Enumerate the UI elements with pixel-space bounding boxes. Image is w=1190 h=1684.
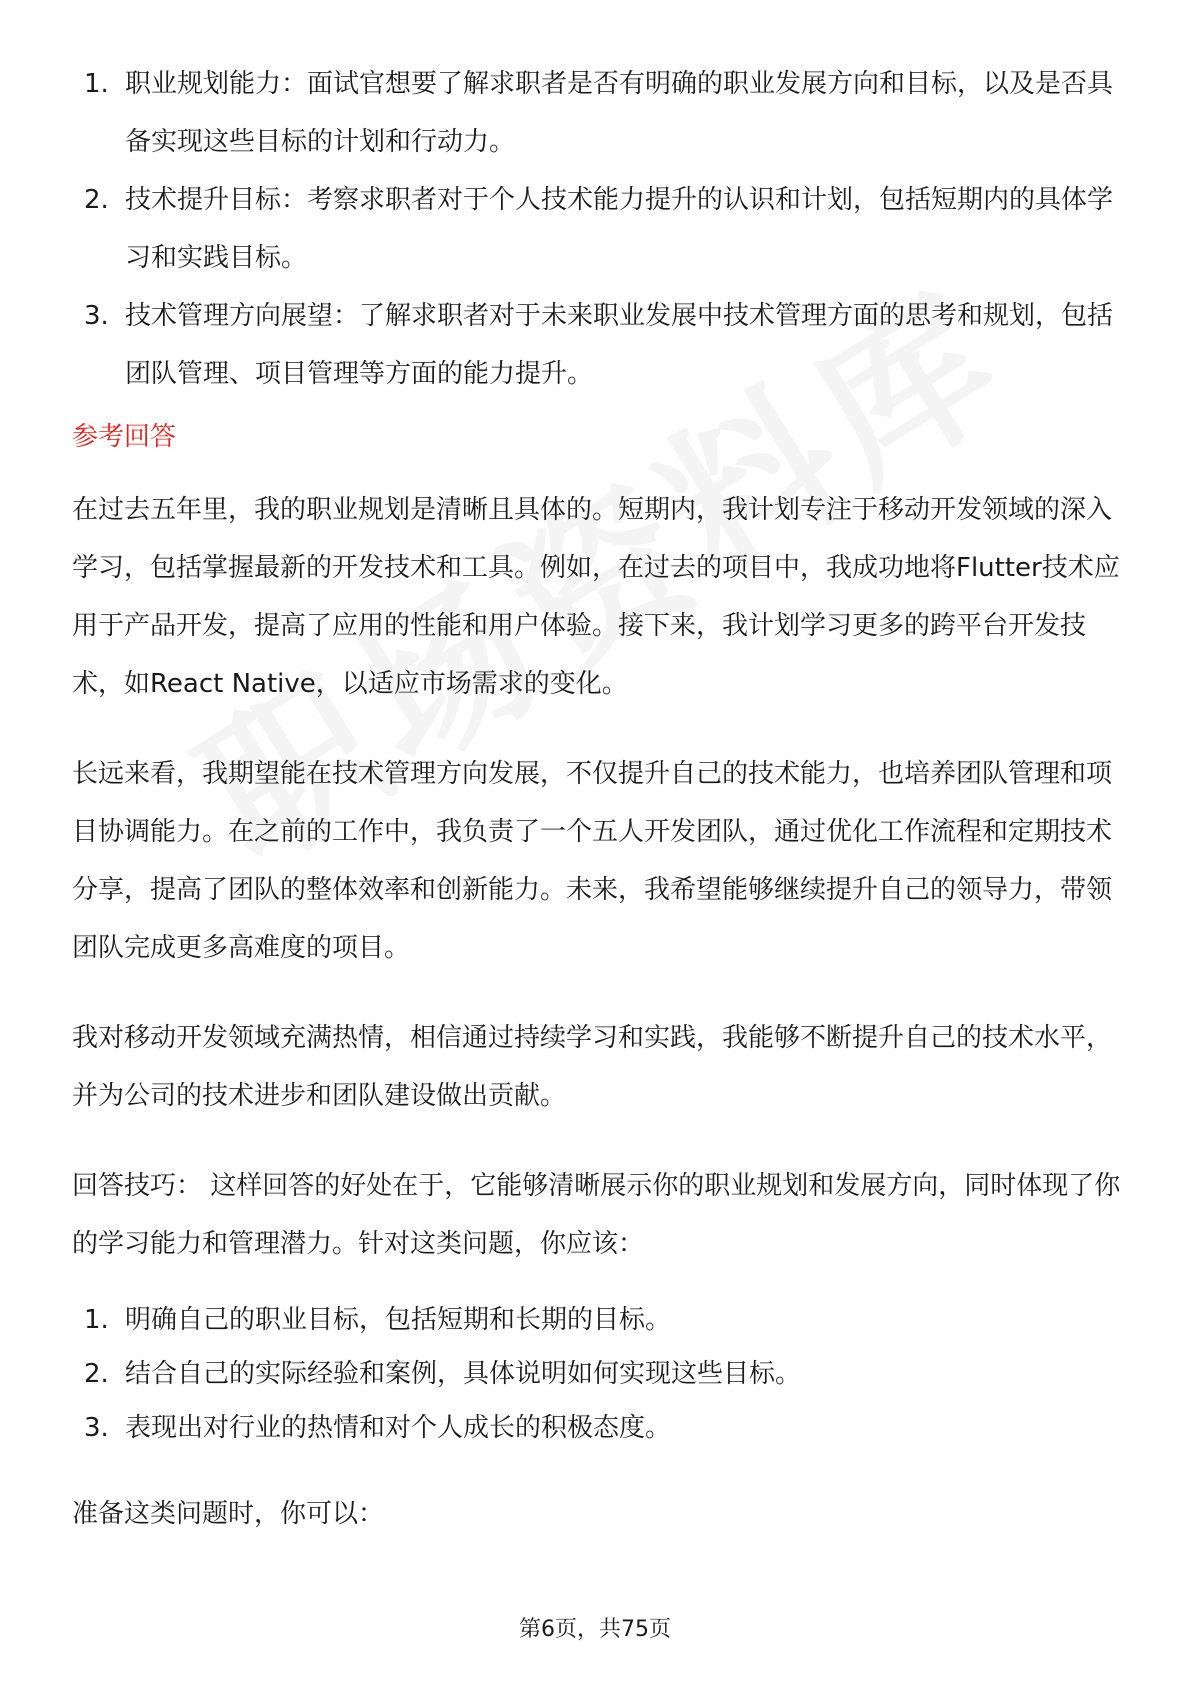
list-item-text: 技术提升目标：考察求职者对于个人技术能力提升的认识和计划，包括短期内的具体学习和实践目标。 [125,185,1114,273]
list-number: 3. [84,301,109,331]
prep-paragraph: 准备这类问题时，你可以： [72,1499,385,1529]
list-number: 3. [84,1413,109,1443]
list-number: 1. [84,1305,109,1335]
list-number: 2. [84,185,109,215]
list-item-text: 表现出对行业的热情和对个人成长的积极态度。 [125,1413,672,1443]
tips-list [72,1293,1122,1455]
tips-paragraph: 回答技巧： 这样回答的好处在于，它能够清晰展示你的职业规划和发展方向，同时体现了你的学习能力和管理潜力。针对这类问题，你应该： [72,1171,1121,1259]
list-number: 1. [84,69,109,99]
page-number: 第6页，共75页 [519,1617,671,1642]
list-item [72,171,1122,287]
list-item-text: 职业规划能力：面试官想要了解求职者是否有明确的职业发展方向和目标，以及是否具备实现这些目标的计划和行动力。 [125,69,1114,157]
list-item-text: 技术管理方向展望：了解求职者对于未来职业发展中技术管理方面的思考和规划，包括团队管理、项目管理等方面的能力提升。 [125,301,1114,389]
list-item [72,1401,1122,1455]
list-item [72,55,1122,171]
page-content [72,55,1122,1575]
answer-paragraph-1: 在过去五年里，我的职业规划是清晰且具体的。短期内，我计划专注于移动开发领域的深入学习，包括掌握最新的开发技术和工具。例如，在过去的项目中，我成功地将Flutter技术应用于产品开发，提高了应用的性能和用户体验。接下来，我计划学习更多的跨平台开发技术，如React Native，以适应市场需求的变化。 [72,495,1120,699]
list-number: 2. [84,1359,109,1389]
section-heading: 参考回答 [72,422,177,452]
list-item [72,1293,1122,1347]
answer-paragraph-3: 我对移动开发领域充满热情，相信通过持续学习和实践，我能够不断提升自己的技术水平，并为公司的技术进步和团队建设做出贡献。 [72,1023,1113,1111]
list-item [72,287,1122,403]
list-item-text: 明确自己的职业目标，包括短期和长期的目标。 [125,1305,672,1335]
list-item [72,1347,1122,1401]
criteria-list [72,55,1122,403]
list-item-text: 结合自己的实际经验和案例，具体说明如何实现这些目标。 [125,1359,802,1389]
answer-paragraph-2: 长远来看，我期望能在技术管理方向发展，不仅提升自己的技术能力，也培养团队管理和项目协调能力。在之前的工作中，我负责了一个五人开发团队，通过优化工作流程和定期技术分享，提高了团队的整体效率和创新能力。未来，我希望能够继续提升自己的领导力，带领团队完成更多高难度的项目。 [72,759,1113,963]
